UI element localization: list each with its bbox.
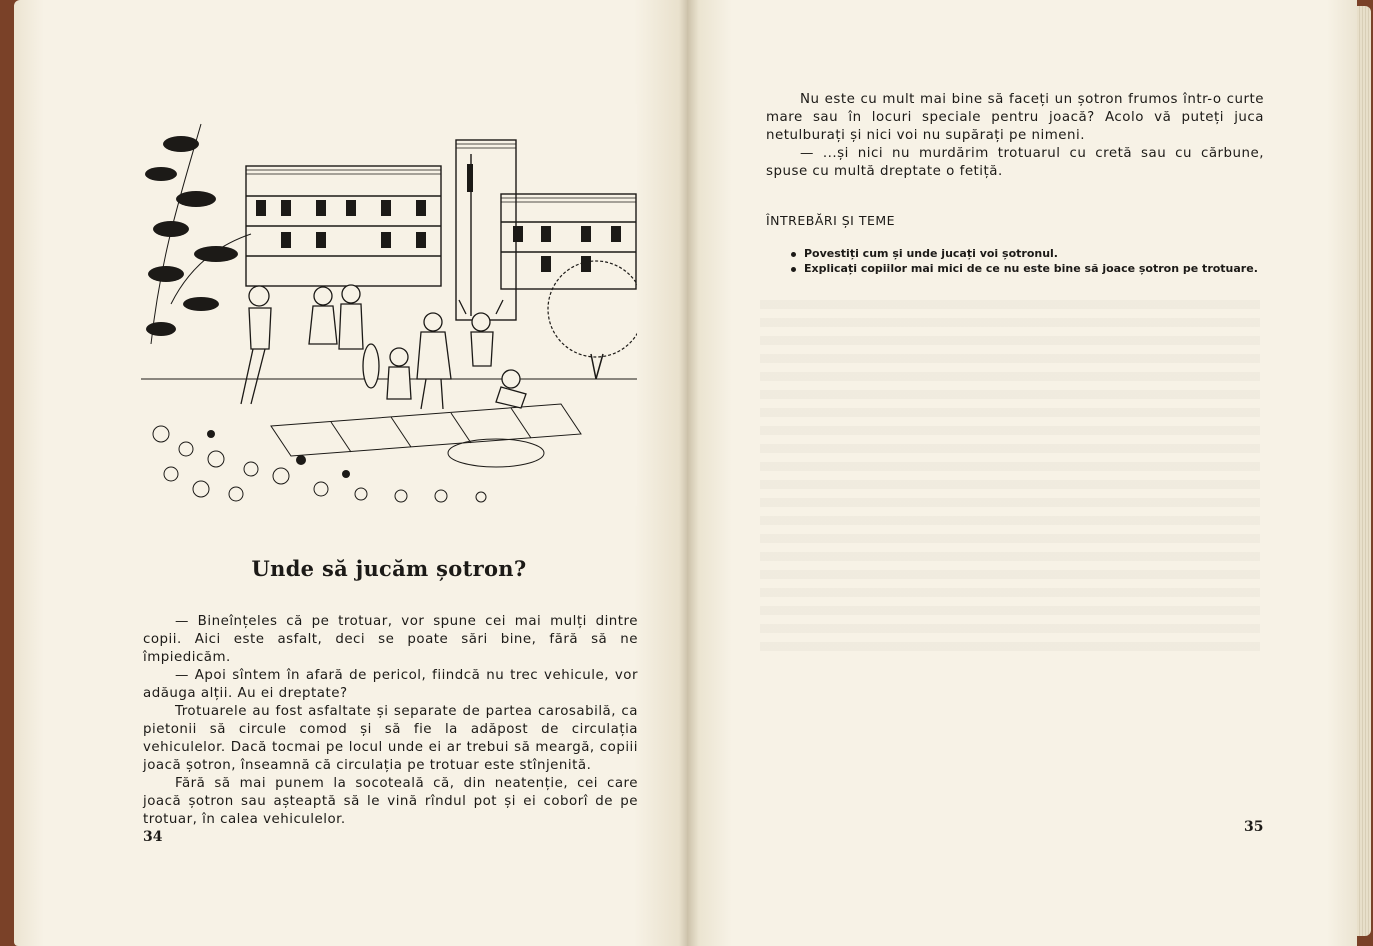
left-body-text [143, 613, 638, 829]
paragraph: Fără să mai punem la socoteală că, din neatenție, cei care joacă șotron sau așteaptă să le vină rîndul pot și ei coborî de pe trotuar, în calea vehiculelor. [143, 776, 638, 827]
children-playing-hopscotch-illustration [141, 104, 637, 506]
paragraph: — Apoi sîntem în afară de pericol, fiindcă nu trec vehicule, vor adăuga alții. Au ei dreptate? [143, 668, 638, 701]
paragraph: Nu este cu mult mai bine să faceți un șotron frumos într-o curte mare sau în locuri speciale pentru joacă? Acolo vă puteți juca netulburați și nici voi nu supărați pe nimeni. [766, 92, 1264, 143]
right-body-text [766, 91, 1264, 181]
page-number-right: 35 [1244, 819, 1264, 835]
page-edges [1357, 6, 1371, 936]
questions-heading: ÎNTREBĂRI ȘI TEME [766, 213, 896, 228]
page-title: Unde să jucăm șotron? [251, 556, 527, 581]
show-through [760, 300, 1260, 660]
list-item: Povestiți cum și unde jucați voi șotronul. [804, 246, 1264, 261]
paragraph: Trotuarele au fost asfaltate și separate de partea carosabilă, ca pietonii să circule comod și să fie la adăpost de circulația vehiculelor. Dacă tocmai pe locul unde ei ar trebui să meargă, copiii joacă șotron, înseamnă că circulația pe trotuar este stînjenită. [143, 704, 638, 773]
paragraph: — Bineînțeles că pe trotuar, vor spune cei mai mulți dintre copii. Aici este asfalt, deci se poate sări bine, fără să ne împiedicăm. [143, 614, 638, 665]
list-item: Explicați copiilor mai mici de ce nu este bine să joace șotron pe trotuare. [804, 261, 1264, 276]
page-number-left: 34 [143, 829, 163, 845]
paragraph: — ...și nici nu murdărim trotuarul cu cretă sau cu cărbune, spuse cu multă dreptate o fetiță. [766, 146, 1264, 179]
questions-list [804, 246, 1264, 276]
